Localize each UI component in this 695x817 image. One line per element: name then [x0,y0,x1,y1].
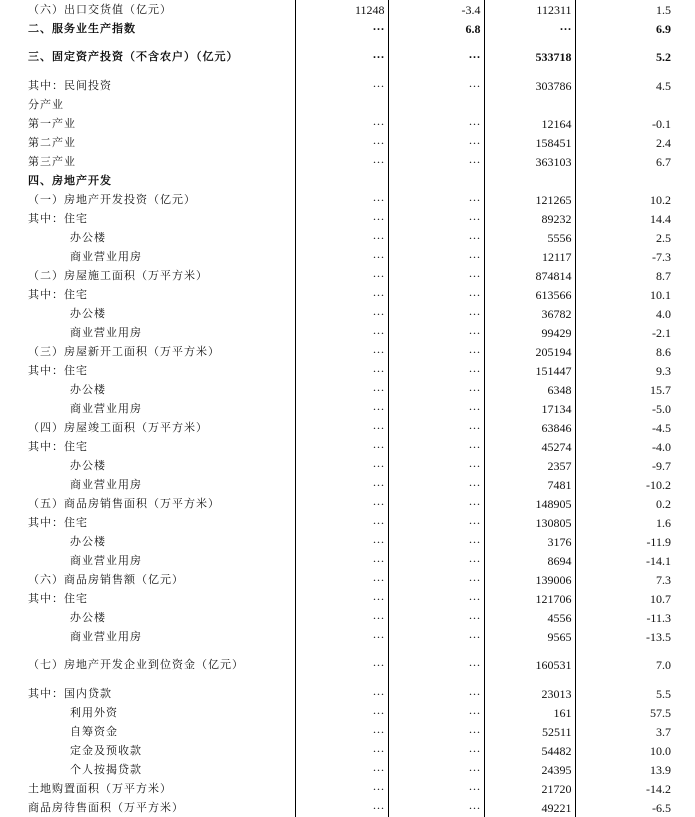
cell-c3: 3176 [484,532,575,551]
table-row [0,114,695,133]
cell-c3: 303786 [484,76,575,95]
cell-c3: 151447 [484,361,575,380]
cell-c2: ··· [388,494,484,513]
cell-c1: ··· [295,779,388,798]
cell-c3: 12117 [484,247,575,266]
table-row [0,532,695,551]
table-row [0,760,695,779]
cell-c1: ··· [295,361,388,380]
table-row [0,684,695,703]
cell-c3: 63846 [484,418,575,437]
table-row [0,152,695,171]
cell-c3: 363103 [484,152,575,171]
cell-c1: ··· [295,722,388,741]
cell-c2: ··· [388,513,484,532]
table-row [0,323,695,342]
table-row [0,247,695,266]
cell-c1: ··· [295,703,388,722]
row-label: 第三产业 [0,152,295,171]
cell-c4: 6.7 [656,154,671,169]
cell-c4: 7.3 [656,572,671,587]
cell-c4: 9.3 [656,363,671,378]
row-label: 办公楼 [0,228,295,247]
cell-c4: 10.0 [650,743,671,758]
cell-c1: ··· [295,551,388,570]
table-row [0,380,695,399]
cell-c1 [295,95,388,114]
cell-c2: ··· [388,76,484,95]
cell-c2: ··· [388,266,484,285]
cell-c4: 0.2 [656,496,671,511]
cell-c2: ··· [388,741,484,760]
row-label: 其中：住宅 [0,437,295,456]
cell-c4: 8.7 [656,268,671,283]
cell-c3: 9565 [484,627,575,646]
cell-c1: ··· [295,456,388,475]
table-row [0,608,695,627]
table-row [0,304,695,323]
row-label: 三、固定资产投资（不含农户）（亿元） [0,38,295,76]
cell-c4: -11.9 [646,534,671,549]
cell-c3: 112311 [484,0,575,19]
cell-c4: -2.1 [652,325,671,340]
cell-c1: ··· [295,342,388,361]
table-row [0,209,695,228]
cell-c3: 7481 [484,475,575,494]
cell-c4: 10.7 [650,591,671,606]
row-label: 商业营业用房 [0,551,295,570]
cell-c3: 36782 [484,304,575,323]
row-label: 利用外资 [0,703,295,722]
cell-c1: ··· [295,437,388,456]
table-row [0,475,695,494]
cell-c3: 8694 [484,551,575,570]
cell-c1: ··· [295,399,388,418]
cell-c1 [295,171,388,190]
row-label: 自筹资金 [0,722,295,741]
cell-c3: 52511 [484,722,575,741]
cell-c4: 2.4 [656,135,671,150]
cell-c4: 57.5 [650,705,671,720]
row-label: 商业营业用房 [0,399,295,418]
row-label: 其中：民间投资 [0,76,295,95]
cell-c1: ··· [295,380,388,399]
table-row [0,0,695,19]
cell-c3: 17134 [484,399,575,418]
cell-c2: ··· [388,228,484,247]
table-row [0,703,695,722]
cell-c4: 4.0 [656,306,671,321]
row-label: 商业营业用房 [0,475,295,494]
cell-c1: ··· [295,627,388,646]
table-row [0,722,695,741]
cell-c3: 121706 [484,589,575,608]
cell-c1: ··· [295,798,388,817]
cell-c1: ··· [295,760,388,779]
cell-c4: -14.2 [646,781,671,796]
cell-c1: ··· [295,323,388,342]
cell-c3: 12164 [484,114,575,133]
cell-c3 [484,95,575,114]
table-row [0,361,695,380]
row-label: 办公楼 [0,304,295,323]
row-label: 商品房待售面积（万平方米） [0,798,295,817]
cell-c3: 205194 [484,342,575,361]
table-row [0,513,695,532]
cell-c2: -3.4 [388,0,484,19]
row-label: 分产业 [0,95,295,114]
row-label: （五）商品房销售面积（万平方米） [0,494,295,513]
row-label: 个人按揭贷款 [0,760,295,779]
cell-c4 [575,95,695,114]
table-row [0,190,695,209]
cell-c4: -7.3 [652,249,671,264]
row-label: 办公楼 [0,608,295,627]
cell-c1: ··· [295,133,388,152]
cell-c4: 5.2 [656,50,671,64]
cell-c4: -9.7 [652,458,671,473]
cell-c2: ··· [388,114,484,133]
cell-c3: 2357 [484,456,575,475]
cell-c4: 7.0 [656,658,671,672]
cell-c4: -5.0 [652,401,671,416]
cell-c3: 45274 [484,437,575,456]
cell-c1: ··· [295,152,388,171]
cell-c3: 5556 [484,228,575,247]
cell-c2: 6.8 [388,19,484,38]
cell-c2: ··· [388,570,484,589]
cell-c1: ··· [295,684,388,703]
cell-c2: ··· [388,627,484,646]
cell-c3: 874814 [484,266,575,285]
cell-c1: ··· [295,418,388,437]
cell-c4 [575,171,695,190]
cell-c4: 2.5 [656,230,671,245]
cell-c2: ··· [388,551,484,570]
cell-c2: ··· [388,152,484,171]
row-label: 商业营业用房 [0,323,295,342]
cell-c4: 5.5 [656,686,671,701]
cell-c3: 161 [484,703,575,722]
row-label: 其中：住宅 [0,285,295,304]
cell-c3 [484,171,575,190]
cell-c2: ··· [388,304,484,323]
cell-c1: ··· [295,570,388,589]
cell-c3: 54482 [484,741,575,760]
row-label: 其中：住宅 [0,589,295,608]
cell-c1: ··· [295,38,388,76]
row-label: （六）出口交货值（亿元） [0,0,295,19]
table-row [0,741,695,760]
row-label: 其中：国内贷款 [0,684,295,703]
table-row [0,76,695,95]
table-row [0,627,695,646]
cell-c1: ··· [295,76,388,95]
cell-c1: ··· [295,209,388,228]
cell-c4: 4.5 [656,78,671,93]
table-row [0,418,695,437]
cell-c4: 1.5 [656,2,671,17]
cell-c3: ··· [484,19,575,38]
row-label: （三）房屋新开工面积（万平方米） [0,342,295,361]
cell-c4: -11.3 [646,610,671,625]
row-label: 定金及预收款 [0,741,295,760]
cell-c2: ··· [388,361,484,380]
cell-c2: ··· [388,437,484,456]
cell-c1: ··· [295,532,388,551]
cell-c4: 14.4 [650,211,671,226]
cell-c2: ··· [388,342,484,361]
cell-c1: ··· [295,475,388,494]
row-label: （一）房地产开发投资（亿元） [0,190,295,209]
cell-c3: 160531 [484,646,575,684]
cell-c4: 6.9 [656,21,671,36]
cell-c1: ··· [295,741,388,760]
row-label: 土地购置面积（万平方米） [0,779,295,798]
cell-c4: -4.5 [652,420,671,435]
cell-c4: -13.5 [646,629,671,644]
cell-c4: 15.7 [650,382,671,397]
table-row [0,494,695,513]
cell-c2 [388,95,484,114]
cell-c1: ··· [295,304,388,323]
row-label: （六）商品房销售额（亿元） [0,570,295,589]
cell-c3: 4556 [484,608,575,627]
cell-c4: -6.5 [652,800,671,815]
row-label: （七）房地产开发企业到位资金（亿元） [0,646,295,684]
row-label: 办公楼 [0,532,295,551]
cell-c2: ··· [388,399,484,418]
table-row [0,95,695,114]
cell-c2: ··· [388,38,484,76]
row-label: （四）房屋竣工面积（万平方米） [0,418,295,437]
cell-c2: ··· [388,798,484,817]
cell-c4: -4.0 [652,439,671,454]
table-row [0,133,695,152]
table-row [0,589,695,608]
table-row [0,570,695,589]
row-label: 办公楼 [0,456,295,475]
cell-c1: ··· [295,589,388,608]
row-label: 其中：住宅 [0,361,295,380]
row-label: 二、服务业生产指数 [0,19,295,38]
cell-c2: ··· [388,684,484,703]
cell-c2: ··· [388,380,484,399]
cell-c2: ··· [388,209,484,228]
cell-c3: 613566 [484,285,575,304]
table-row [0,342,695,361]
cell-c4: 10.1 [650,287,671,302]
cell-c1: ··· [295,19,388,38]
cell-c4: 13.9 [650,762,671,777]
table-row [0,456,695,475]
table-row [0,38,695,76]
row-label: 商业营业用房 [0,627,295,646]
table-row [0,437,695,456]
row-label: （二）房屋施工面积（万平方米） [0,266,295,285]
cell-c2: ··· [388,285,484,304]
cell-c4: 3.7 [656,724,671,739]
cell-c1: ··· [295,608,388,627]
table-row [0,551,695,570]
table-row [0,285,695,304]
cell-c2: ··· [388,456,484,475]
cell-c1: ··· [295,266,388,285]
cell-c3: 23013 [484,684,575,703]
row-label: 第一产业 [0,114,295,133]
table-row [0,399,695,418]
cell-c1: ··· [295,285,388,304]
row-label: 其中：住宅 [0,209,295,228]
cell-c3: 158451 [484,133,575,152]
cell-c1: ··· [295,513,388,532]
cell-c2: ··· [388,589,484,608]
cell-c2: ··· [388,779,484,798]
cell-c2: ··· [388,475,484,494]
table-row [0,779,695,798]
cell-c4: -14.1 [646,553,671,568]
cell-c2: ··· [388,722,484,741]
cell-c3: 21720 [484,779,575,798]
cell-c3: 99429 [484,323,575,342]
cell-c2 [388,171,484,190]
cell-c1: ··· [295,646,388,684]
cell-c2: ··· [388,532,484,551]
table-row [0,646,695,684]
cell-c3: 533718 [484,38,575,76]
cell-c2: ··· [388,760,484,779]
cell-c4: -0.1 [652,116,671,131]
table-row [0,798,695,817]
cell-c3: 49221 [484,798,575,817]
row-label: 商业营业用房 [0,247,295,266]
cell-c4: 1.6 [656,515,671,530]
cell-c2: ··· [388,703,484,722]
cell-c2: ··· [388,247,484,266]
cell-c1: ··· [295,114,388,133]
cell-c3: 148905 [484,494,575,513]
table-row [0,266,695,285]
cell-c4: 10.2 [650,192,671,207]
cell-c2: ··· [388,418,484,437]
cell-c4: -10.2 [646,477,671,492]
row-label: 四、房地产开发 [0,171,295,190]
cell-c2: ··· [388,608,484,627]
cell-c1: 11248 [295,0,388,19]
cell-c4: 8.6 [656,344,671,359]
cell-c3: 121265 [484,190,575,209]
cell-c3: 6348 [484,380,575,399]
cell-c2: ··· [388,646,484,684]
cell-c3: 24395 [484,760,575,779]
cell-c3: 89232 [484,209,575,228]
cell-c2: ··· [388,133,484,152]
cell-c2: ··· [388,190,484,209]
cell-c1: ··· [295,494,388,513]
cell-c2: ··· [388,323,484,342]
cell-c3: 130805 [484,513,575,532]
row-label: 第二产业 [0,133,295,152]
cell-c1: ··· [295,228,388,247]
table-row [0,19,695,38]
cell-c1: ··· [295,190,388,209]
table-row [0,171,695,190]
row-label: 其中：住宅 [0,513,295,532]
row-label: 办公楼 [0,380,295,399]
table-row [0,228,695,247]
cell-c3: 139006 [484,570,575,589]
cell-c1: ··· [295,247,388,266]
